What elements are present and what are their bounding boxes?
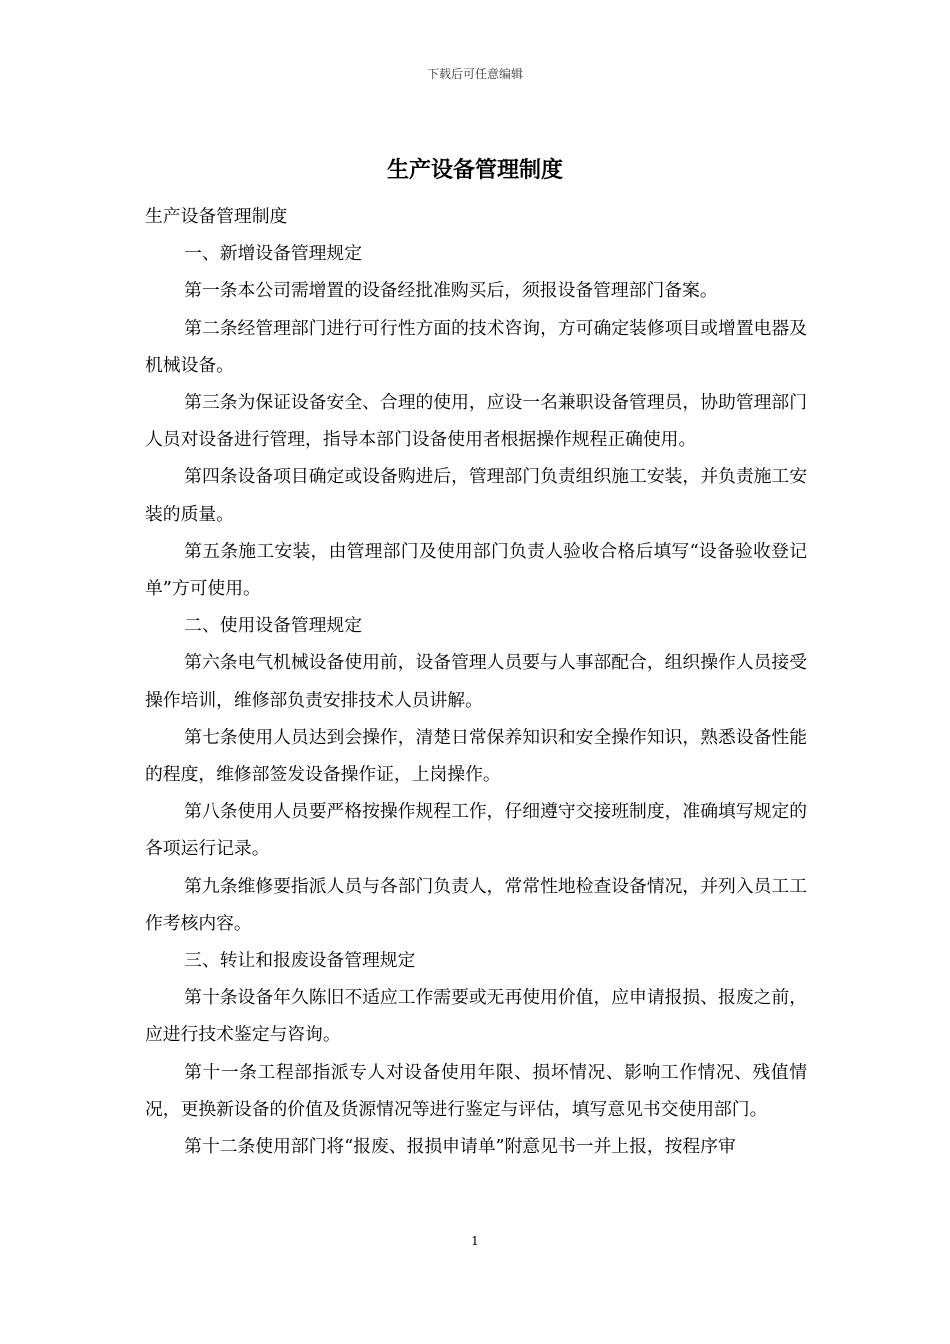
article-6: 第六条电气机械设备使用前，设备管理人员要与人事部配合，组织操作人员接受操作培训，维修部负责安排技术人员讲解。	[145, 652, 807, 711]
section-heading-1: 一、新增设备管理规定	[184, 243, 362, 265]
article-3: 第三条为保证设备安全、合理的使用，应设一名兼职设备管理员，协助管理部门人员对设备进行管理，指导本部门设备使用者根据操作规程正确使用。	[145, 392, 807, 451]
article-8: 第八条使用人员要严格按操作规程工作，仔细遵守交接班制度，准确填写规定的各项运行记录。	[145, 801, 807, 860]
section-heading-2: 二、使用设备管理规定	[184, 615, 362, 637]
document-body	[145, 198, 807, 1165]
article-4: 第四条设备项目确定或设备购进后，管理部门负责组织施工安装，并负责施工安装的质量。	[145, 466, 807, 525]
paragraph-subtitle: 生产设备管理制度	[145, 206, 288, 227]
article-7: 第七条使用人员达到会操作，清楚日常保养知识和安全操作知识，熟悉设备性能的程度，维修部签发设备操作证，上岗操作。	[145, 726, 807, 786]
article-11: 第十一条工程部指派专人对设备使用年限、损坏情况、影响工作情况、残值情况，更换新设备的价值及货源情况等进行鉴定与评估，填写意见书交使用部门。	[145, 1061, 807, 1120]
document-title: 生产设备管理制度	[386, 157, 563, 183]
page-number: 1	[471, 1234, 479, 1248]
article-2: 第二条经管理部门进行可行性方面的技术咨询，方可确定装修项目或增置电器及机械设备。	[145, 317, 807, 376]
section-heading-3: 三、转让和报废设备管理规定	[184, 950, 416, 972]
article-9: 第九条维修要指派人员与各部门负责人，常常性地检查设备情况，并列入员工工作考核内容。	[145, 875, 807, 934]
article-12: 第十二条使用部门将“报废、报损申请单”附意见书一并上报，按程序审	[184, 1136, 736, 1158]
article-10: 第十条设备年久陈旧不适应工作需要或无再使用价值，应申请报损、报废之前，应进行技术鉴定与咨询。	[145, 987, 807, 1046]
article-5: 第五条施工安装，由管理部门及使用部门负责人验收合格后填写“设备验收登记单”方可使用。	[145, 540, 807, 600]
page-header-note: 下载后可任意编辑	[426, 67, 523, 81]
article-1: 第一条本公司需增置的设备经批准购买后，须报设备管理部门备案。	[184, 280, 718, 302]
